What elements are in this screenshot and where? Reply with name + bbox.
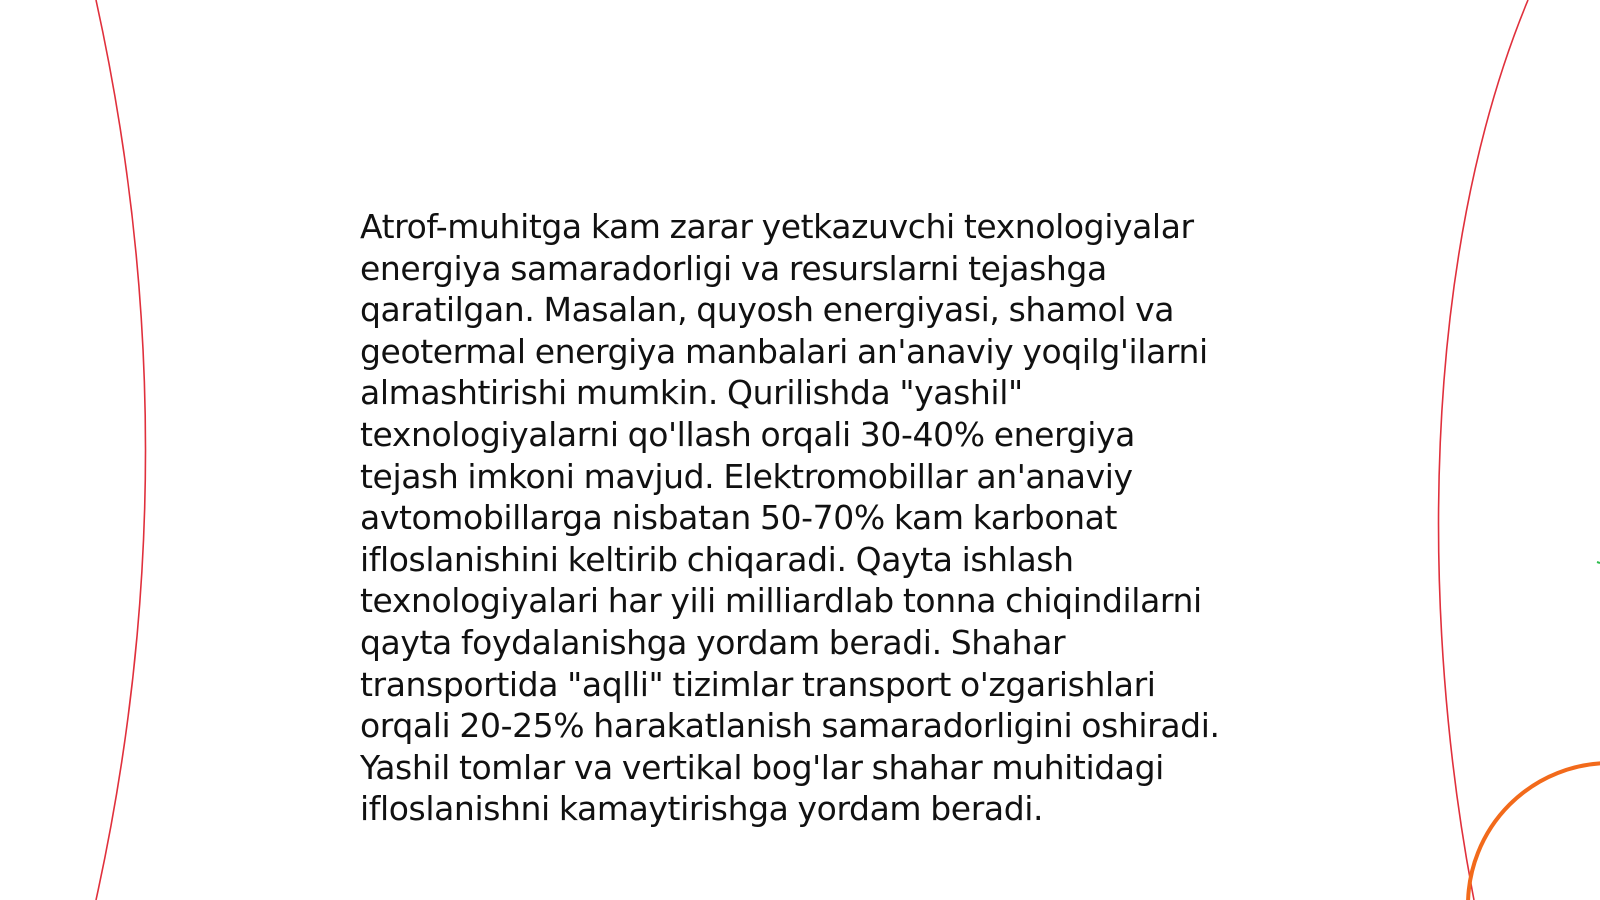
corner-decorative-circle bbox=[1468, 763, 1600, 900]
right-decorative-arc bbox=[1439, 0, 1528, 900]
left-decorative-arc bbox=[96, 0, 146, 900]
slide-body-text: Atrof-muhitga kam zarar yetkazuvchi texnologiyalar energiya samaradorligi va resurslarni tejashga qaratilgan. Masalan, quyosh energiyasi, shamol va geotermal energiya manbalari an'anaviy yoqilg'ilarni almashtirishi mumkin. Qurilishda "yashil" texnologiyalarni qo'llash orqali 30-40% energiya tejash imkoni mavjud. Elektromobillar an'anaviy avtomobillarga nisbatan 50-70% kam karbonat ifloslanishini keltirib chiqaradi. Qayta ishlash texnologiyalari har yili milliardlab tonna chiqindilarni qayta foydalanishga yordam beradi. Shahar transportida "aqlli" tizimlar transport o'zgarishlari orqali 20-25% harakatlanish samaradorligini oshiradi. Yashil tomlar va vertikal bog'lar shahar muhitidagi ifloslanishni kamaytirishga yordam beradi. bbox=[360, 207, 1220, 829]
